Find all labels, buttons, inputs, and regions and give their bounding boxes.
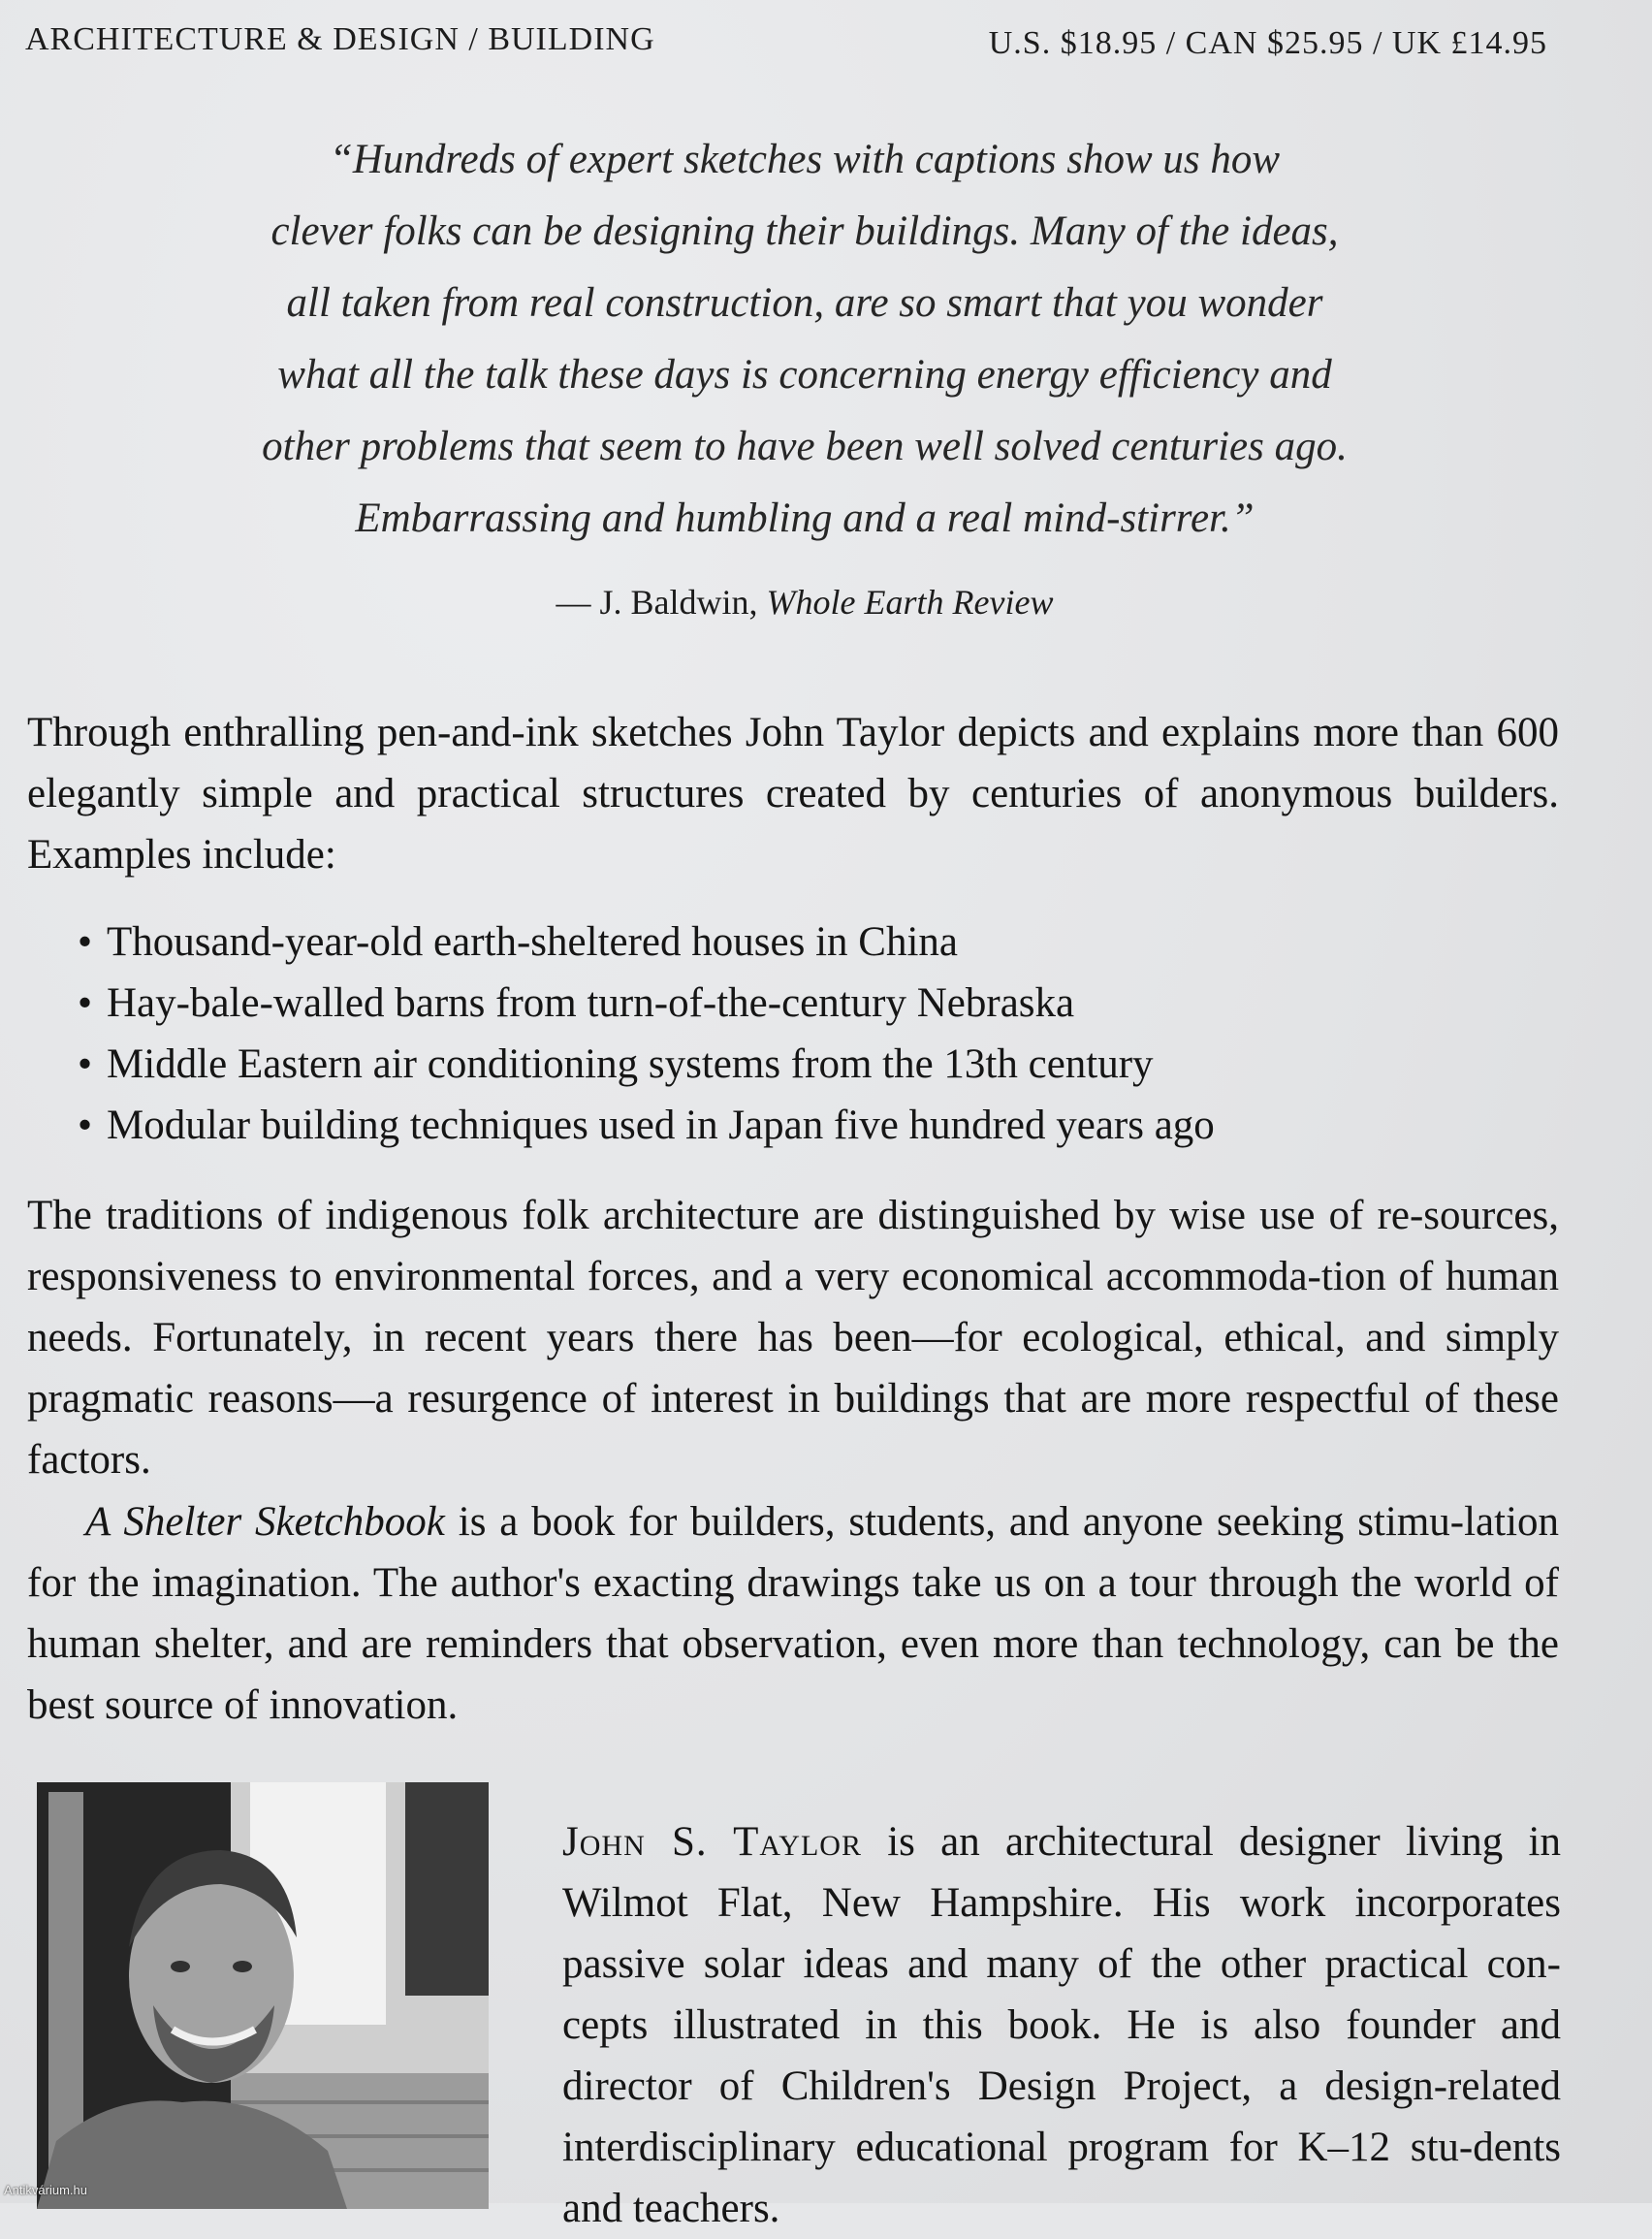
price-label: U.S. $18.95 / CAN $25.95 / UK £14.95 [988,25,1547,61]
list-item-text: Middle Eastern air conditioning systems from the 13th century [107,1041,1154,1087]
author-name: John S. Taylor [562,1819,862,1865]
quote-line: “Hundreds of expert sketches with captions show us how [329,137,1281,182]
quote-line: clever folks can be designing their buildings. Many of the ideas, [270,208,1339,254]
list-item [78,1095,1435,1156]
bullet-icon: • [78,919,93,965]
attribution-source: Whole Earth Review [766,583,1054,622]
bullet-icon: • [78,1041,93,1087]
sketchbook-paragraph [27,1491,1559,1736]
category-label: ARCHITECTURE & DESIGN / BUILDING [25,21,655,57]
list-item-text: Thousand-year-old earth-sheltered houses in China [107,919,958,965]
author-photo [37,1782,489,2209]
attribution-author: — J. Baldwin, [556,583,758,622]
book-title: A Shelter Sketchbook [85,1499,445,1545]
list-item [78,973,1435,1034]
examples-list [78,912,1435,1156]
author-bio-text: is an architectural designer living in Wilmot Flat, New Hampshire. His work incorporates passive solar ideas and many of the other practical con-cepts illustrated in this book. He is also founder and director of Children's Design Project, a design-related interdisciplinary educational program for K–12 stu-dents and teachers. [562,1819,1561,2231]
intro-paragraph: Through enthralling pen-and-ink sketches John Taylor depicts and explains more than 600 elegantly simple and practical structures created by centuries of anonymous builders. Examples include: [27,710,1559,878]
review-quote [175,124,1435,555]
quote-line: Embarrassing and humbling and a real mind-stirrer.” [355,496,1255,541]
bullet-icon: • [78,1103,93,1148]
quote-line: all taken from real construction, are so smart that you wonder [286,280,1323,326]
watermark: Antikvárium.hu [4,2183,87,2197]
quote-attribution [175,582,1435,623]
quote-line: other problems that seem to have been well solved centuries ago. [262,424,1348,469]
list-item-text: Modular building techniques used in Japan five hundred years ago [107,1103,1215,1148]
list-item-text: Hay-bale-walled barns from turn-of-the-century Nebraska [107,980,1075,1026]
bullet-icon: • [78,980,93,1026]
quote-line: what all the talk these days is concerning energy efficiency and [277,352,1332,398]
traditions-paragraph: The traditions of indigenous folk architecture are distinguished by wise use of re-sources, responsiveness to environmental forces, and a very economical accommoda-tion of human needs. Fortunately, in recent years there has been—for ecological, ethical, and simply pragmatic reasons—a resurgence of interest in buildings that are more respectful of these factors. [27,1193,1559,1483]
author-bio [562,1811,1561,2239]
list-item [78,912,1435,973]
list-item [78,1034,1435,1095]
sketchbook-text: is a book for builders, students, and anyone seeking stimu-lation for the imagination. The author's exacting drawings take us on a tour through the world of human shelter, and are reminders that observation, even more than technology, can be the best source of innovation. [27,1499,1560,1728]
